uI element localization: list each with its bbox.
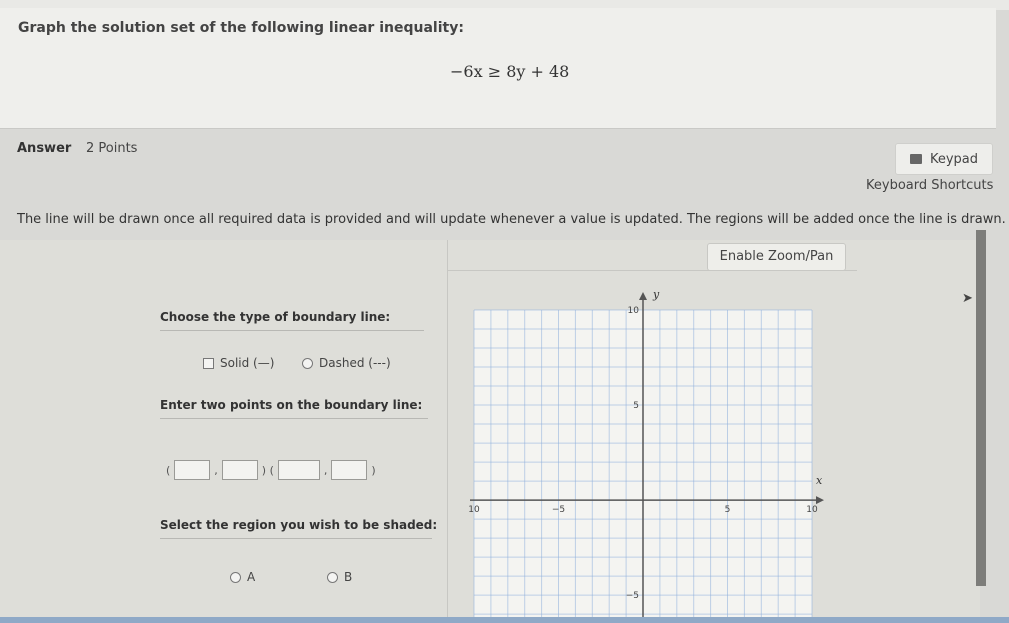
comma: , [214,463,218,477]
instructions-text: The line will be drawn once all required data is provided and will update whenever a value is updated. The regions will be added once the line is drawn. [17,212,1006,227]
question-prompt: Graph the solution set of the following linear inequality: [18,20,464,36]
y-tick-label: 10 [627,306,639,316]
y-axis-arrow-icon [639,292,647,300]
heading-underline [160,418,428,419]
keypad-icon [910,154,922,164]
region-heading: Select the region you wish to be shaded: [160,518,438,532]
scrollbar[interactable] [976,230,986,586]
answer-label: Answer [17,141,72,156]
dashed-line-label: Dashed (---) [319,356,391,370]
y-tick-label: −5 [625,591,639,602]
x-axis-arrow-icon [816,496,824,504]
mouse-cursor-icon: ➤ [962,291,973,306]
dashed-line-option[interactable] [302,356,391,370]
keypad-button[interactable] [895,143,993,175]
solid-line-option[interactable] [203,356,274,370]
inequality-expression: −6x ≥ 8y + 48 [450,62,570,81]
divider-vertical [447,240,448,623]
keyboard-shortcuts-link[interactable]: Keyboard Shortcuts [866,178,994,193]
open-paren: ( [166,463,171,477]
close-paren: ) [371,463,376,477]
heading-underline [160,538,432,539]
radio-icon [230,572,241,583]
boundary-type-heading: Choose the type of boundary line: [160,310,391,324]
x-tick-label: 10 [468,505,480,516]
point1-y-input[interactable] [222,460,258,480]
coordinate-graph[interactable] [460,285,840,617]
heading-underline [160,330,424,331]
region-a-label: A [247,570,256,584]
radio-icon [327,572,338,583]
y-tick-label: 5 [633,401,639,412]
comma: , [323,463,328,477]
region-b-label: B [344,570,353,584]
x-tick-label: 10 [806,505,818,516]
region-option-a[interactable] [230,570,255,584]
points-entry-heading: Enter two points on the boundary line: [160,398,423,412]
keypad-label: Keypad [929,151,979,167]
radio-icon [302,358,313,369]
bottom-bar [0,617,1009,623]
mid-paren: ) ( [261,463,274,477]
y-axis-label: y [653,288,660,301]
x-tick-label: −5 [551,505,566,516]
point2-y-input[interactable] [331,460,367,480]
solid-line-label: Solid (—) [220,356,275,370]
region-option-b[interactable] [327,570,352,584]
question-panel [0,8,996,129]
x-axis-label: x [816,474,823,488]
point2-x-input[interactable] [278,460,320,480]
points-entry-row [166,460,376,480]
x-tick-label: 5 [724,505,731,516]
checkbox-icon [203,358,214,369]
point1-x-input[interactable] [174,460,210,480]
points-label: 2 Points [86,141,138,156]
enable-zoom-pan-button[interactable]: Enable Zoom/Pan [707,243,846,271]
